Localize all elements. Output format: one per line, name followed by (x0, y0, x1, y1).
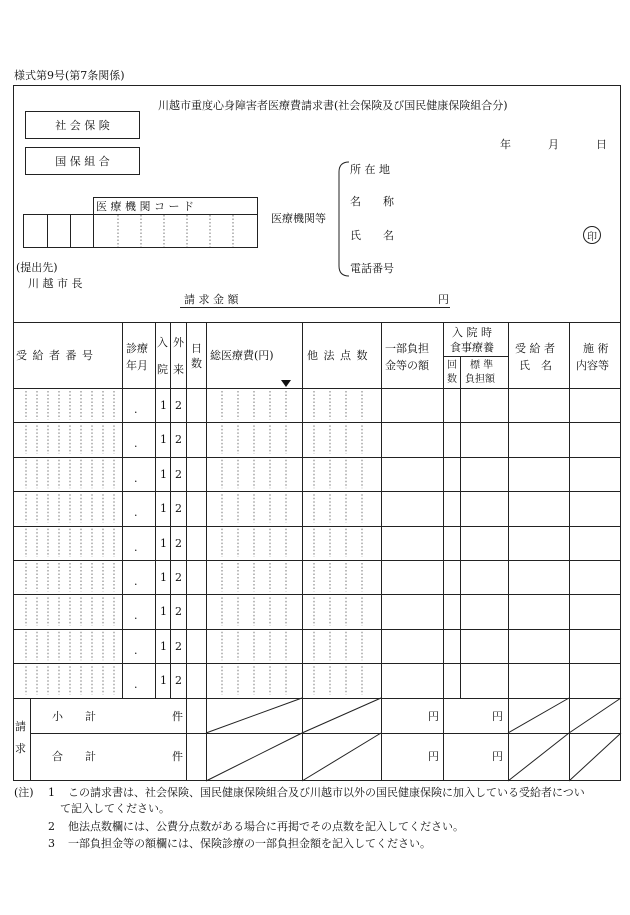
header-outpatient-top: 外 (173, 336, 184, 349)
row-inpatient-option[interactable]: 1 (160, 639, 167, 653)
mayor-label: 川 越 市 長 (28, 277, 83, 290)
row-outpatient-option[interactable]: 2 (175, 605, 182, 619)
row-outpatient-option[interactable]: 2 (175, 467, 182, 481)
note-3-text: 一部負担金等の額欄には、保険診療の一部負担金額を記入してください。 (68, 837, 431, 850)
subtotal-copay-yen: 円 (428, 710, 439, 723)
header-outpatient-bottom: 来 (173, 363, 184, 376)
notes-prefix: (注) (14, 786, 34, 799)
note-1-number: 1 (48, 786, 55, 799)
total-label: 合 計 (52, 750, 96, 763)
header-times-1: 回 (447, 360, 457, 371)
row-inpatient-option[interactable]: 1 (160, 502, 167, 516)
total-count-unit: 件 (172, 750, 183, 763)
row-outpatient-option[interactable]: 2 (175, 433, 182, 447)
header-recipient-number: 受 給 者 番 号 (16, 349, 94, 362)
claim-label-1: 請 (15, 720, 26, 733)
header-inpatient-top: 入 (157, 336, 168, 349)
seal-mark-label: 印 (587, 231, 597, 243)
row-outpatient-option[interactable]: 2 (175, 571, 182, 584)
submit-to-label: (提出先) (16, 261, 58, 274)
header-surgery-2: 内容等 (576, 359, 609, 372)
header-copay-2: 金等の額 (385, 359, 429, 372)
row-outpatient-option[interactable]: 2 (175, 399, 182, 412)
header-other-points: 他 法 点 数 (307, 349, 369, 362)
note-3-number: 3 (48, 837, 55, 850)
row-exam-month-period[interactable]: . (134, 678, 138, 692)
total-copay-yen: 円 (428, 750, 439, 763)
row-outpatient-option[interactable]: 2 (175, 639, 182, 653)
row-exam-month-period[interactable]: . (134, 609, 138, 623)
header-days-1: 日 (191, 342, 202, 355)
header-copay-1: 一部負担 (385, 342, 429, 355)
header-exam-month-1: 診療 (126, 342, 148, 355)
header-meal-1: 入 院 時 (452, 326, 492, 339)
row-exam-month-period[interactable]: . (134, 540, 138, 554)
header-std-1: 標 準 (470, 360, 494, 371)
header-inpatient-bottom: 院 (157, 363, 168, 376)
subtotal-label: 小 計 (52, 710, 96, 723)
row-inpatient-option[interactable]: 1 (160, 433, 167, 447)
row-exam-month-period[interactable]: . (134, 506, 138, 520)
person-label: 氏 名 (350, 229, 394, 242)
date-month-label: 月 (548, 138, 559, 151)
form-number: 様式第9号(第7条関係) (14, 69, 125, 82)
header-recipient-name-2: 氏 名 (519, 359, 552, 372)
date-day-label: 日 (596, 138, 607, 151)
institution-label: 医療機関等 (271, 212, 326, 225)
row-outpatient-option[interactable]: 2 (175, 502, 182, 516)
institution-code-header: 医 療 機 関 コ ー ド (96, 200, 194, 213)
row-inpatient-option[interactable]: 1 (160, 674, 167, 688)
row-outpatient-option[interactable]: 2 (175, 536, 182, 550)
date-year-label: 年 (500, 138, 511, 151)
subtotal-meal-yen: 円 (492, 710, 503, 723)
header-times-2: 数 (447, 374, 457, 385)
insurance-type-social-label: 社 会 保 険 (55, 119, 110, 132)
row-inpatient-option[interactable]: 1 (160, 536, 167, 550)
note-2-number: 2 (48, 820, 55, 833)
header-days-2: 数 (191, 357, 202, 370)
row-inpatient-option[interactable]: 1 (160, 605, 167, 619)
row-exam-month-period[interactable]: . (134, 575, 138, 588)
claim-amount-label: 請 求 金 額 (184, 293, 239, 306)
row-exam-month-period[interactable]: . (134, 403, 138, 416)
form-title: 川越市重度心身障害者医療費請求書(社会保険及び国民健康保険組合分) (158, 99, 508, 112)
row-inpatient-option[interactable]: 1 (160, 467, 167, 481)
insurance-type-union-label: 国 保 組 合 (55, 155, 110, 168)
row-outpatient-option[interactable]: 2 (175, 674, 182, 688)
header-exam-month-2: 年月 (126, 359, 148, 372)
note-1-line-2: て記入してください。 (60, 802, 170, 815)
claim-label-2: 求 (15, 742, 26, 755)
row-exam-month-period[interactable]: . (134, 471, 138, 485)
note-2-text: 他法点数欄には、公費分点数がある場合に再掲でその点数を記入してください。 (68, 820, 464, 833)
row-inpatient-option[interactable]: 1 (160, 399, 167, 412)
address-label: 所 在 地 (350, 163, 390, 176)
header-meal-2: 食事療養 (450, 341, 494, 354)
note-1-line-1: この請求書は、社会保険、国民健康保険組合及び川越市以外の国民健康保険に加入している受給者につい (68, 786, 585, 799)
claim-amount-yen: 円 (438, 293, 449, 306)
header-surgery-1: 施 術 (583, 342, 609, 355)
header-std-2: 負担額 (465, 374, 495, 385)
header-recipient-name-1: 受 給 者 (515, 342, 555, 355)
total-meal-yen: 円 (492, 750, 503, 763)
row-inpatient-option[interactable]: 1 (160, 571, 167, 584)
row-exam-month-period[interactable]: . (134, 643, 138, 657)
header-total-medical: 総医療費(円) (210, 349, 274, 362)
phone-label: 電話番号 (350, 262, 394, 275)
subtotal-count-unit: 件 (172, 710, 183, 723)
row-exam-month-period[interactable]: . (134, 437, 138, 451)
name-label: 名 称 (350, 195, 394, 208)
